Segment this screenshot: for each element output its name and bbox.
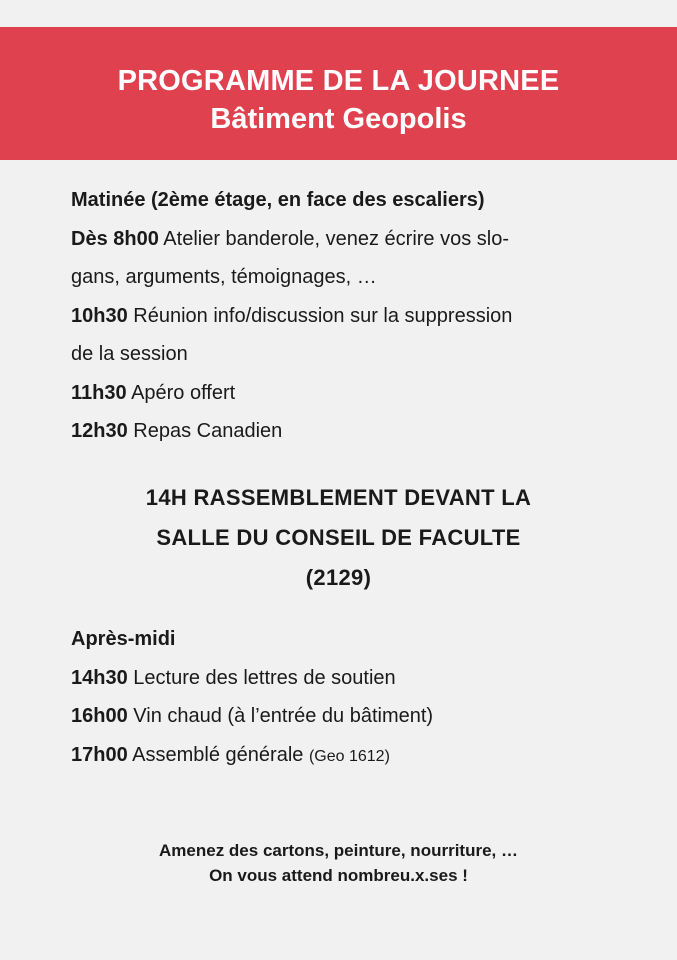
rally-room: (2129) bbox=[305, 565, 372, 590]
page-title: PROGRAMME DE LA JOURNEE bbox=[117, 65, 560, 97]
footer-line: On vous attend nombreu.x.ses ! bbox=[209, 866, 468, 885]
schedule-time: 10h30 bbox=[71, 304, 128, 327]
rally-line: 14H RASSEMBLEMENT DEVANT LA bbox=[145, 485, 532, 510]
schedule-text: Assemblé générale bbox=[127, 743, 309, 766]
schedule-text: Atelier banderole, venez écrire vos slo- bbox=[158, 227, 510, 250]
morning-heading: Matinée (2ème étage, en face des escaliers) bbox=[71, 189, 485, 211]
schedule-item bbox=[71, 374, 611, 413]
schedule-item bbox=[71, 297, 611, 336]
schedule-item bbox=[71, 659, 611, 698]
schedule-room-note: (Geo 1612) bbox=[308, 747, 390, 765]
schedule-time: 14h30 bbox=[71, 666, 128, 689]
schedule-time: 12h30 bbox=[71, 420, 128, 442]
rally-line: SALLE DU CONSEIL DE FACULTE bbox=[156, 525, 521, 550]
schedule-time: 17h00 bbox=[71, 743, 128, 766]
schedule-time: 16h00 bbox=[71, 705, 128, 727]
footer-message bbox=[0, 838, 677, 888]
page-subtitle: Bâtiment Geopolis bbox=[210, 103, 467, 135]
schedule-item-continuation: de la session bbox=[71, 343, 188, 365]
schedule-item bbox=[71, 412, 611, 451]
morning-section bbox=[71, 181, 611, 451]
schedule-item bbox=[71, 736, 611, 777]
schedule-text: Apéro offert bbox=[126, 381, 236, 404]
schedule-text: Réunion info/discussion sur la suppression bbox=[127, 304, 513, 327]
footer-line: Amenez des cartons, peinture, nourriture, … bbox=[159, 841, 518, 860]
schedule-text: Lecture des lettres de soutien bbox=[127, 666, 396, 689]
schedule-time: 11h30 bbox=[71, 381, 127, 404]
schedule-text: Vin chaud (à l’entrée du bâtiment) bbox=[127, 705, 434, 727]
afternoon-heading: Après-midi bbox=[71, 628, 176, 650]
schedule-item bbox=[71, 697, 611, 736]
afternoon-section bbox=[71, 620, 611, 776]
header-banner bbox=[0, 27, 677, 160]
schedule-time: Dès 8h00 bbox=[71, 227, 159, 250]
schedule-text: Repas Canadien bbox=[127, 420, 283, 442]
rally-announcement bbox=[0, 478, 677, 598]
schedule-item-continuation: gans, arguments, témoignages, … bbox=[71, 266, 377, 288]
schedule-item bbox=[71, 220, 611, 259]
